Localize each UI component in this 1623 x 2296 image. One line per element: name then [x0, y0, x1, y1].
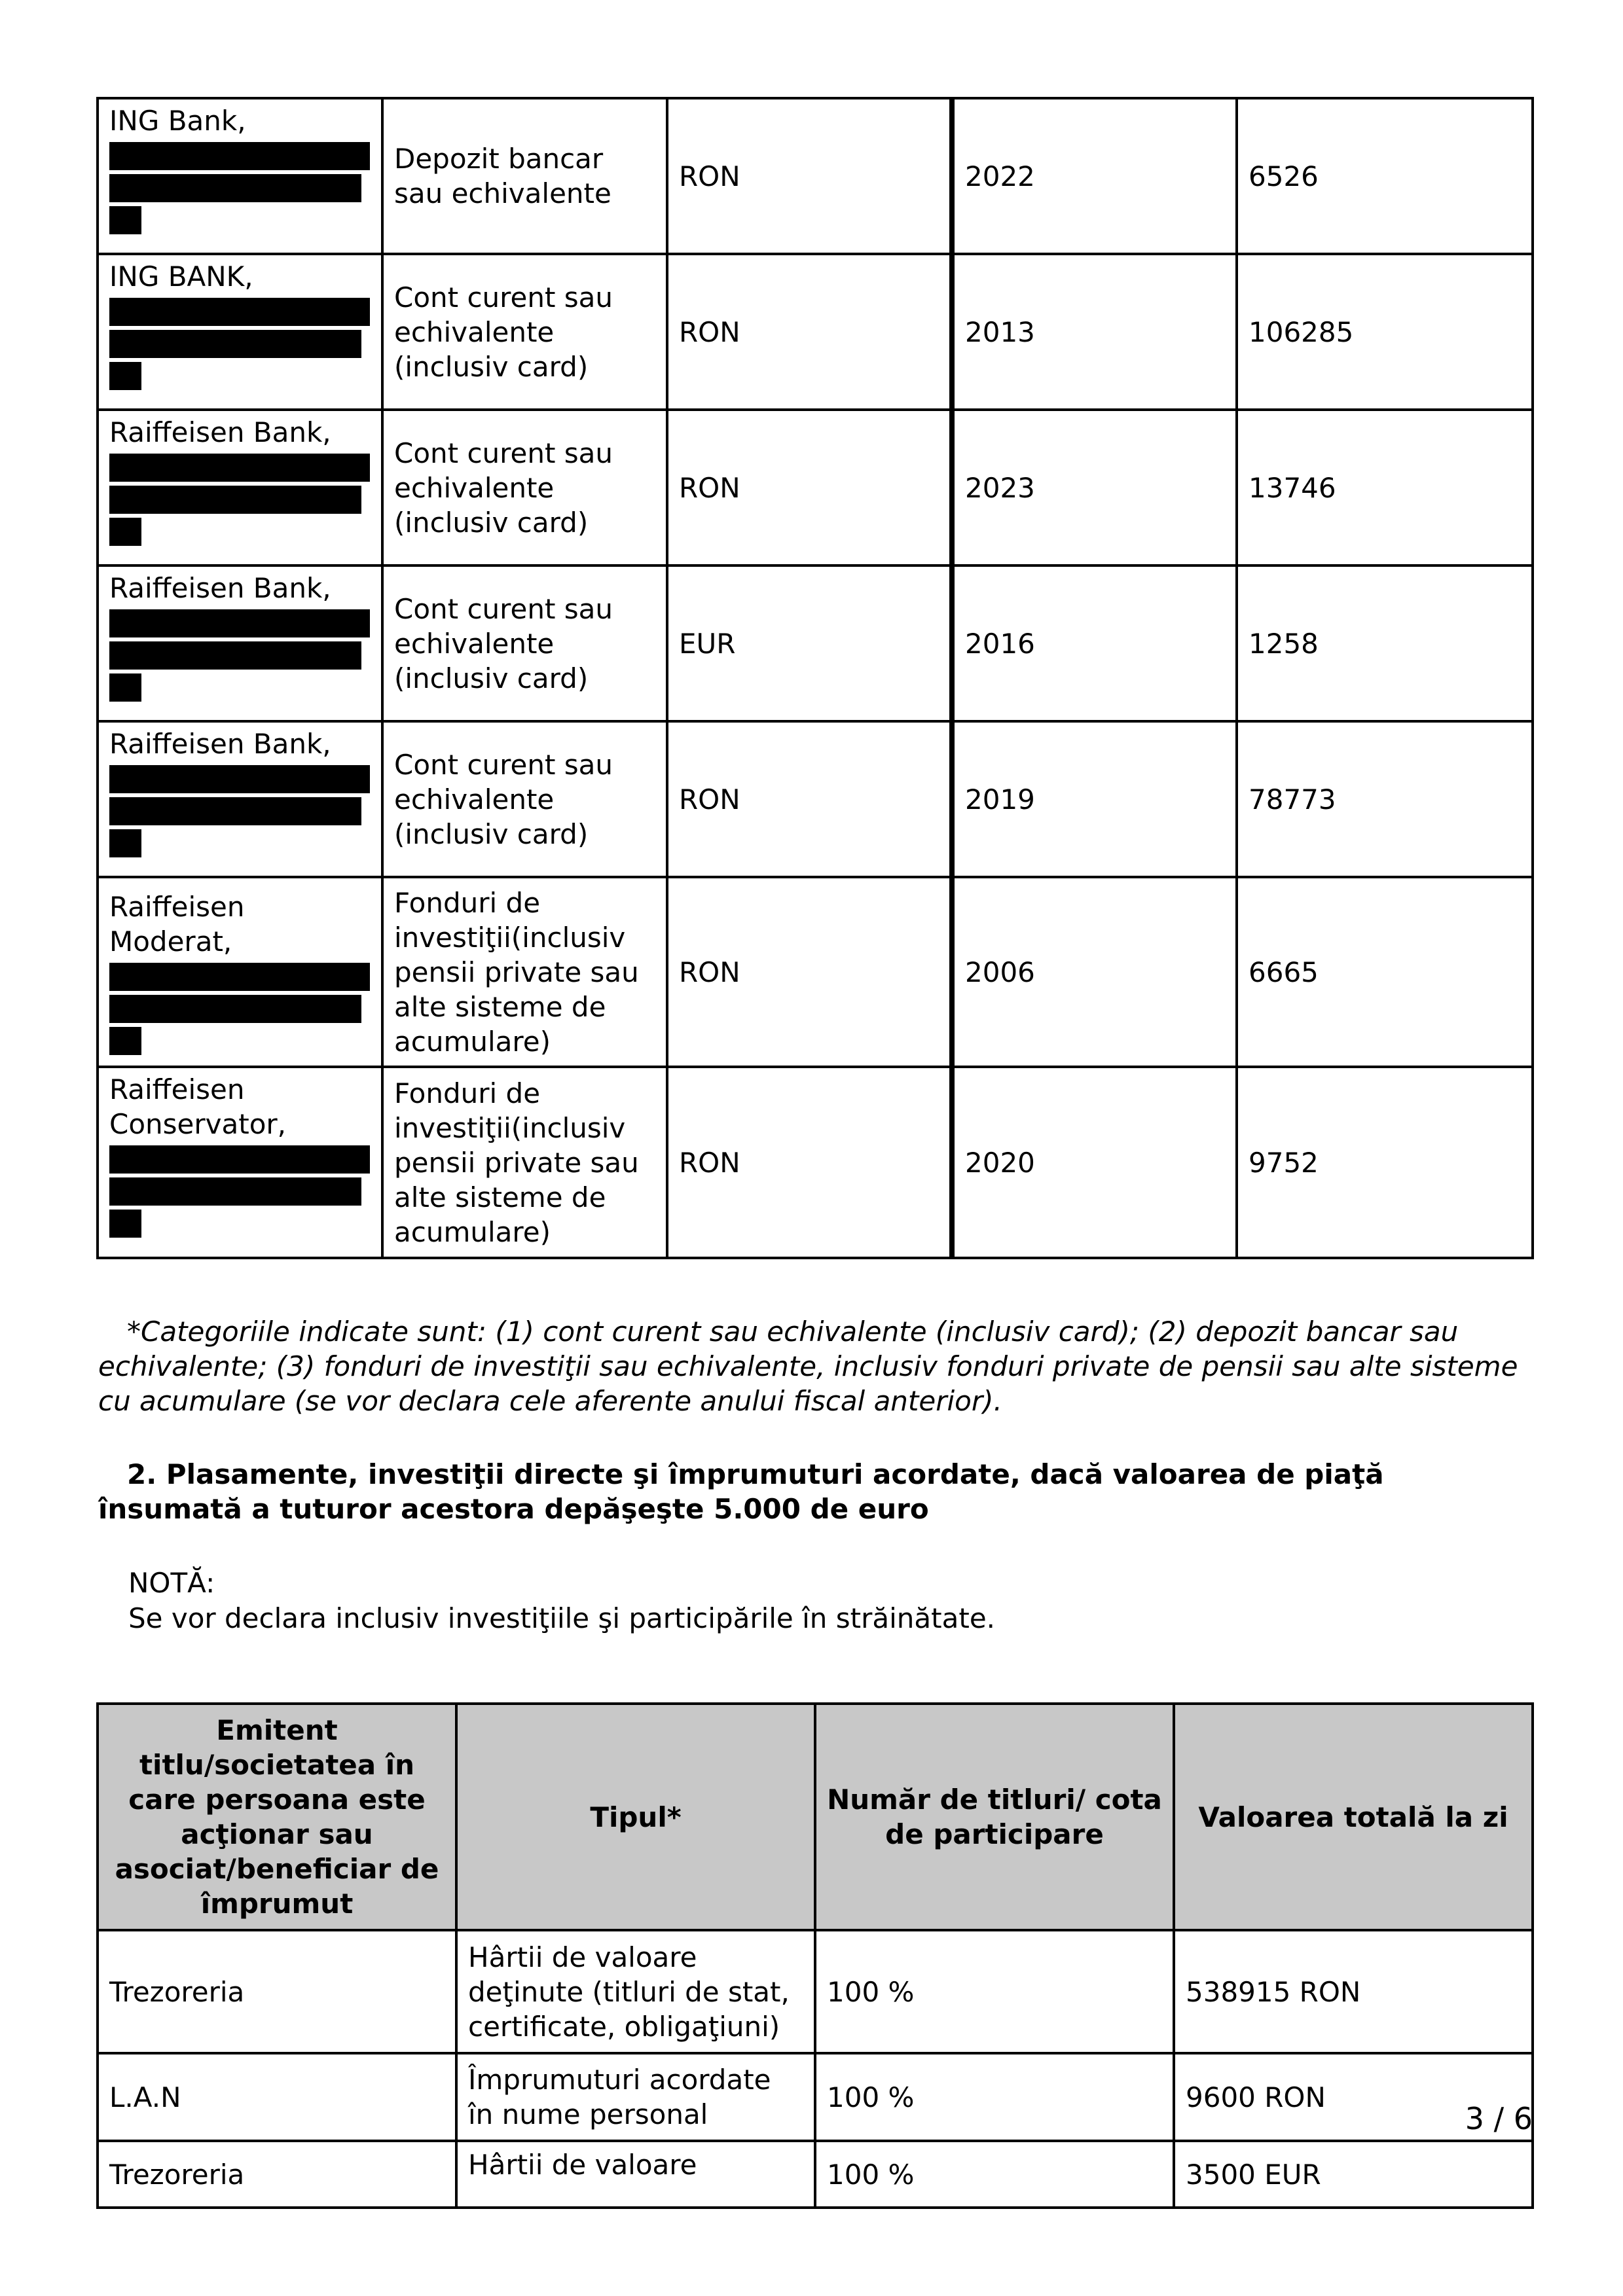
redaction-bar [109, 1177, 361, 1206]
year-opened: 2013 [952, 254, 1237, 410]
redaction-bar [109, 995, 361, 1023]
table-row [98, 721, 1533, 877]
issuer: Trezoreria [98, 2141, 456, 2208]
institution-name: Raiffeisen Bank, [109, 572, 331, 604]
year-opened: 2020 [952, 1067, 1237, 1258]
redaction-bar [109, 765, 370, 793]
table-row [98, 254, 1533, 410]
year-opened: 2006 [952, 877, 1237, 1067]
institution-cell [98, 1067, 382, 1258]
note-label: NOTĂ: [128, 1567, 215, 1599]
investment-type: Împrumuturi acordate în nume personal [456, 2053, 815, 2141]
redaction-bar [109, 1145, 370, 1174]
table-row [98, 2141, 1533, 2208]
account-type: Cont curent sau echivalente (inclusiv card) [382, 254, 667, 410]
balance: 6665 [1237, 877, 1533, 1067]
table-row [98, 877, 1533, 1067]
redaction-bar [109, 486, 361, 514]
table-row [98, 2053, 1533, 2141]
institution-name: Raiffeisen Conservator, [109, 1073, 287, 1140]
header-row [98, 1704, 1533, 1930]
balance: 6526 [1237, 98, 1533, 254]
redaction-bar [109, 206, 141, 234]
redaction-bar [109, 174, 361, 202]
note-text: Se vor declara inclusiv investiţiile şi participările în străinătate. [128, 1602, 996, 1634]
redaction-bar [109, 963, 370, 991]
account-type: Cont curent sau echivalente (inclusiv card) [382, 410, 667, 565]
investment-type: Hârtii de valoare deţinute (titluri de stat, certificate, obligaţiuni) [456, 1930, 815, 2053]
redaction-bar [109, 142, 370, 170]
institution-cell [98, 410, 382, 565]
table-row [98, 1930, 1533, 2053]
currency: RON [667, 877, 952, 1067]
total-value: 538915 RON [1174, 1930, 1533, 2053]
institution-name: Raiffeisen Bank, [109, 728, 331, 760]
total-value: 9600 RON [1174, 2053, 1533, 2141]
currency: RON [667, 721, 952, 877]
year-opened: 2023 [952, 410, 1237, 565]
column-header-value: Valoarea totală la zi [1174, 1704, 1533, 1930]
institution-name: ING Bank, [109, 105, 246, 137]
account-type: Cont curent sau echivalente (inclusiv card) [382, 565, 667, 721]
institution-cell [98, 254, 382, 410]
account-type: Fonduri de investiţii(inclusiv pensii private sau alte sisteme de acumulare) [382, 877, 667, 1067]
balance: 78773 [1237, 721, 1533, 877]
redaction-bar [109, 454, 370, 482]
investments-table [96, 1702, 1534, 2209]
balance: 13746 [1237, 410, 1533, 565]
section-heading: 2. Plasamente, investiţii directe şi împrumuturi acordate, dacă valoarea de piaţă însumată a tuturor acestora depăşeşte 5.000 de euro [98, 1458, 1384, 1525]
account-type: Fonduri de investiţii(inclusiv pensii private sau alte sisteme de acumulare) [382, 1067, 667, 1258]
institution-cell [98, 98, 382, 254]
share: 100 % [815, 2141, 1174, 2208]
institution-name: Raiffeisen Bank, [109, 416, 331, 448]
institution-name: ING BANK, [109, 260, 253, 293]
total-value: 3500 EUR [1174, 2141, 1533, 2208]
page-number: 3 / 6 [1465, 2101, 1533, 2136]
redaction-bar [109, 330, 361, 358]
table-row [98, 1067, 1533, 1258]
investment-type: Hârtii de valoare [456, 2141, 815, 2208]
balance: 106285 [1237, 254, 1533, 410]
accounts-table [96, 97, 1534, 1259]
year-opened: 2022 [952, 98, 1237, 254]
redaction-bar [109, 1027, 141, 1055]
redaction-bar [109, 829, 141, 857]
redaction-bar [109, 1210, 141, 1238]
redaction-bar [109, 609, 370, 637]
currency: RON [667, 1067, 952, 1258]
issuer: Trezoreria [98, 1930, 456, 2053]
share: 100 % [815, 1930, 1174, 2053]
currency: EUR [667, 565, 952, 721]
currency: RON [667, 254, 952, 410]
issuer: L.A.N [98, 2053, 456, 2141]
redaction-bar [109, 797, 361, 825]
column-header-share: Număr de titluri/ cota de participare [815, 1704, 1174, 1930]
institution-name: Raiffeisen Moderat, [109, 890, 245, 958]
account-type: Cont curent sau echivalente (inclusiv card) [382, 721, 667, 877]
institution-cell [98, 877, 382, 1067]
table-row [98, 565, 1533, 721]
table-row [98, 410, 1533, 565]
redaction-bar [109, 641, 361, 670]
share: 100 % [815, 2053, 1174, 2141]
redaction-bar [109, 298, 370, 326]
institution-cell [98, 565, 382, 721]
redaction-bar [109, 362, 141, 390]
footnote: *Categoriile indicate sunt: (1) cont curent sau echivalente (inclusiv card); (2) depozit bancar sau echivalente; (3) fonduri de investiţii sau echivalente, inclusiv fonduri private de pensii sau alte sisteme cu acumulare (se vor declara cele aferente anului fiscal anterior). [98, 1316, 1518, 1417]
institution-cell [98, 721, 382, 877]
column-header-issuer: Emitent titlu/societatea în care persoana este acţionar sau asociat/beneficiar de împrumut [98, 1704, 456, 1930]
account-type: Depozit bancar sau echivalente [382, 98, 667, 254]
redaction-bar [109, 673, 141, 702]
redaction-bar [109, 518, 141, 546]
currency: RON [667, 410, 952, 565]
currency: RON [667, 98, 952, 254]
table-row [98, 98, 1533, 254]
balance: 1258 [1237, 565, 1533, 721]
year-opened: 2019 [952, 721, 1237, 877]
year-opened: 2016 [952, 565, 1237, 721]
column-header-type: Tipul* [456, 1704, 815, 1930]
balance: 9752 [1237, 1067, 1533, 1258]
